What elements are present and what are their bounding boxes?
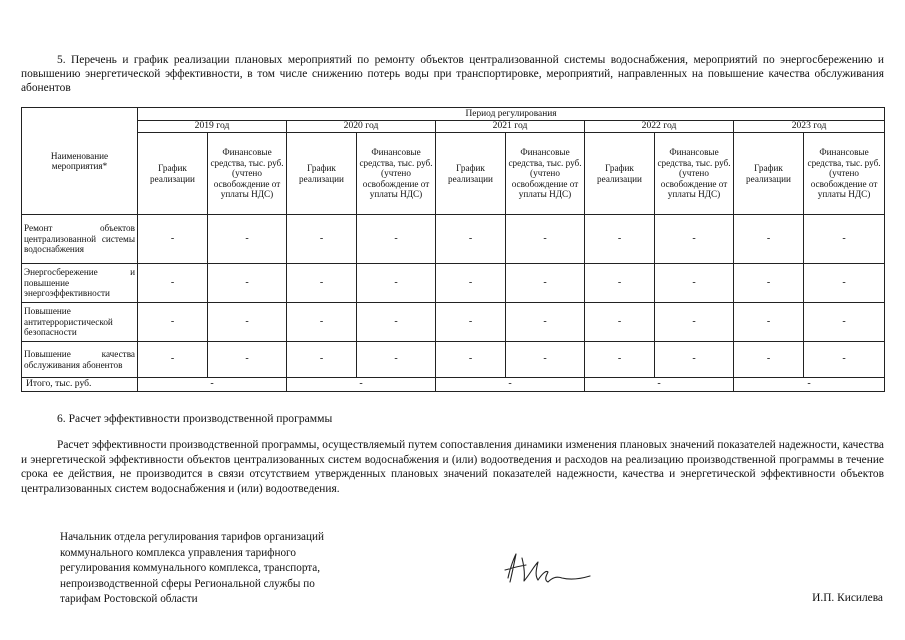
table-cell: - — [208, 264, 287, 303]
table-cell: - — [208, 342, 287, 378]
position-line: коммунального комплекса управления тарифного — [60, 546, 296, 559]
section-5-paragraph: 5. Перечень и график реализации плановых мероприятий по ремонту объектов централизованной системы водоснабжения, мероприятий по энергосбережению и повышению энергетической эффективности, в том числе снижению потерь воды при транспортировке, мероприятий, направленных на повышение качества обслуживания абонентов — [21, 54, 884, 94]
section-6-paragraph: Расчет эффективности производственной программы, осуществляемый путем сопоставления динамики изменения плановых значений показателей надежности, качества и энергетической эффективности объектов централизованных систем водоснабжения и (или) водоотведения и расходов на реализацию производственной программы в течение срока ее действия, не производится в связи отсутствием утвержденных плановых значений показателей надежности, качества и энергетической эффективности объектов централизованных систем водоснабжения и (или) водоотведения. — [21, 439, 884, 495]
table-cell: - — [287, 215, 357, 264]
table-cell: - — [585, 264, 655, 303]
table-cell: - — [804, 215, 885, 264]
table-cell: - — [357, 303, 436, 342]
year-header: 2023 год — [734, 121, 885, 133]
signatory-name: И.П. Кисилева — [812, 592, 883, 604]
table-cell: - — [804, 264, 885, 303]
table-cell: - — [655, 303, 734, 342]
table-cell: - — [734, 215, 804, 264]
measure-name: Повышение качества обслуживания абонентов — [22, 342, 138, 378]
table-cell: - — [506, 264, 585, 303]
position-line: Начальник отдела регулирования тарифов организаций — [60, 531, 324, 543]
table-cell: - — [734, 342, 804, 378]
table-cell: - — [287, 264, 357, 303]
position-line: тарифам Ростовской области — [60, 593, 198, 605]
table-cell: - — [357, 215, 436, 264]
table-cell: - — [506, 342, 585, 378]
table-row — [22, 303, 885, 342]
position-line: регулирования коммунального комплекса, транспорта, — [60, 562, 321, 574]
measure-name: Повышение антитеррористической безопасности — [22, 303, 138, 342]
year-header: 2022 год — [585, 121, 734, 133]
total-label: Итого, тыс. руб. — [22, 378, 138, 392]
finance-column-header: Финансовые средства, тыс. руб. (учтено освобождение от уплаты НДС) — [506, 133, 585, 215]
table-cell: - — [436, 264, 506, 303]
table-cell: - — [585, 342, 655, 378]
measure-name: Ремонт объектов централизованной системы водоснабжения — [22, 215, 138, 264]
finance-column-header: Финансовые средства, тыс. руб. (учтено освобождение от уплаты НДС) — [208, 133, 287, 215]
table-cell: - — [208, 303, 287, 342]
handwritten-signature — [500, 548, 595, 592]
schedule-column-header: График реализации — [585, 133, 655, 215]
name-column-header: Наименование мероприятия* — [22, 108, 138, 215]
finance-column-header: Финансовые средства, тыс. руб. (учтено освобождение от уплаты НДС) — [655, 133, 734, 215]
signatory-position — [60, 530, 380, 608]
total-cell: - — [734, 378, 885, 392]
table-cell: - — [506, 215, 585, 264]
table-cell: - — [208, 215, 287, 264]
table-cell: - — [804, 342, 885, 378]
table-cell: - — [138, 215, 208, 264]
table-cell: - — [655, 264, 734, 303]
total-cell: - — [138, 378, 287, 392]
table-cell: - — [287, 303, 357, 342]
table-cell: - — [138, 342, 208, 378]
table-cell: - — [436, 215, 506, 264]
table-cell: - — [287, 342, 357, 378]
total-cell: - — [585, 378, 734, 392]
total-cell: - — [436, 378, 585, 392]
table-cell: - — [138, 303, 208, 342]
total-row — [22, 378, 885, 392]
table-cell: - — [655, 342, 734, 378]
table-cell: - — [436, 303, 506, 342]
table-row — [22, 215, 885, 264]
table-cell: - — [357, 264, 436, 303]
table-cell: - — [357, 342, 436, 378]
table-row — [22, 342, 885, 378]
measures-table — [21, 107, 885, 392]
year-header: 2020 год — [287, 121, 436, 133]
table-row — [22, 264, 885, 303]
period-header: Период регулирования — [138, 108, 885, 121]
table-cell: - — [506, 303, 585, 342]
year-header: 2019 год — [138, 121, 287, 133]
section-6-title: 6. Расчет эффективности производственной программы — [57, 412, 333, 425]
table-cell: - — [436, 342, 506, 378]
year-header: 2021 год — [436, 121, 585, 133]
table-cell: - — [804, 303, 885, 342]
schedule-column-header: График реализации — [734, 133, 804, 215]
table-cell: - — [585, 303, 655, 342]
schedule-column-header: График реализации — [287, 133, 357, 215]
measure-name: Энергосбережение и повышение энергоэффективности — [22, 264, 138, 303]
finance-column-header: Финансовые средства, тыс. руб. (учтено освобождение от уплаты НДС) — [804, 133, 885, 215]
total-cell: - — [287, 378, 436, 392]
position-line: непроизводственной сферы Региональной службы по — [60, 577, 315, 590]
table-cell: - — [734, 264, 804, 303]
schedule-column-header: График реализации — [436, 133, 506, 215]
table-cell: - — [655, 215, 734, 264]
schedule-column-header: График реализации — [138, 133, 208, 215]
finance-column-header: Финансовые средства, тыс. руб. (учтено освобождение от уплаты НДС) — [357, 133, 436, 215]
table-cell: - — [585, 215, 655, 264]
table-cell: - — [138, 264, 208, 303]
table-cell: - — [734, 303, 804, 342]
